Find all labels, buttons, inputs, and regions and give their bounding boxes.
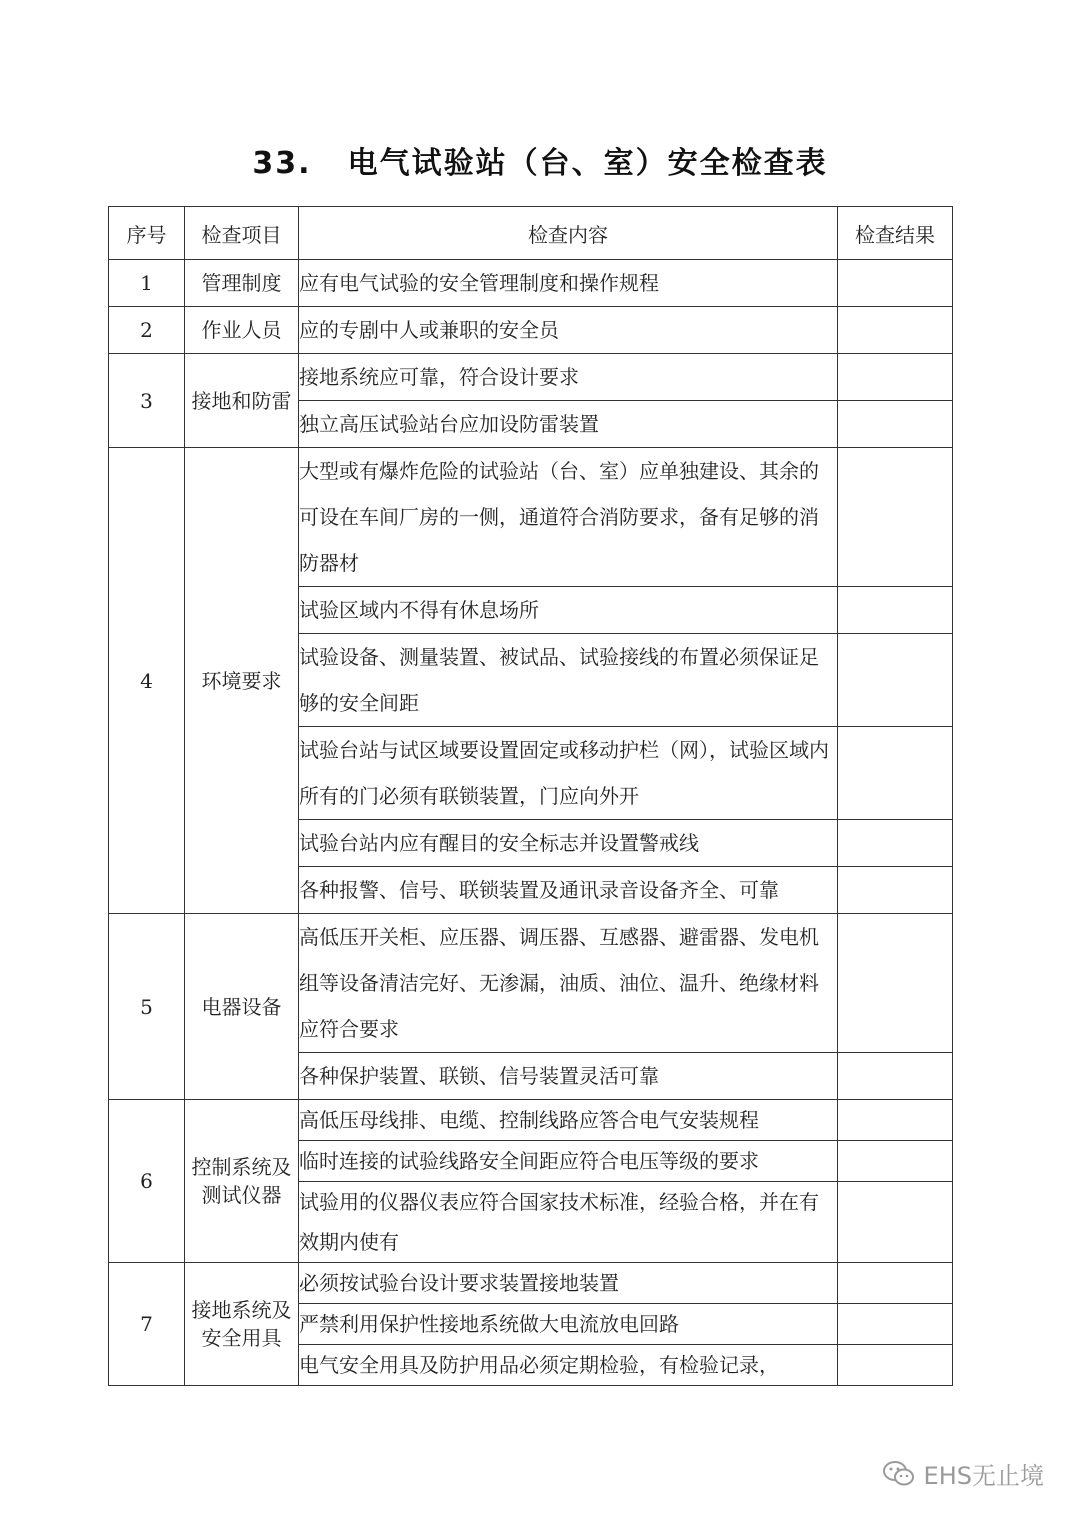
header-result: 检查结果 xyxy=(838,207,953,260)
row-content: 试验台站与试区域要设置固定或移动护栏（网），试验区域内所有的门必须有联锁装置，门应向外开 xyxy=(299,727,838,820)
row-item: 控制系统及测试仪器 xyxy=(185,1100,299,1263)
result-cell[interactable] xyxy=(838,587,953,634)
result-cell[interactable] xyxy=(838,1053,953,1100)
row-content: 试验台站内应有醒目的安全标志并设置警戒线 xyxy=(299,820,838,867)
watermark xyxy=(882,1456,1044,1491)
result-cell[interactable] xyxy=(838,1182,953,1263)
row-content: 临时连接的试验线路安全间距应符合电压等级的要求 xyxy=(299,1141,838,1182)
row-number: 3 xyxy=(109,354,185,448)
title-number: 33. xyxy=(252,146,312,181)
table-row xyxy=(109,354,953,401)
table-row xyxy=(109,307,953,354)
row-content: 各种保护装置、联锁、信号装置灵活可靠 xyxy=(299,1053,838,1100)
header-no: 序号 xyxy=(109,207,185,260)
row-item: 环境要求 xyxy=(185,448,299,914)
result-cell[interactable] xyxy=(838,820,953,867)
row-content: 应的专剧中人或兼职的安全员 xyxy=(299,307,838,354)
header-content: 检查内容 xyxy=(299,207,838,260)
checklist-table xyxy=(108,206,953,1386)
result-cell[interactable] xyxy=(838,1100,953,1141)
row-item: 接地和防雷 xyxy=(185,354,299,448)
row-content: 大型或有爆炸危险的试验站（台、室）应单独建设、其余的可设在车间厂房的一侧，通道符合消防要求，备有足够的消防器材 xyxy=(299,448,838,587)
watermark-text: EHS无止境 xyxy=(923,1462,1044,1490)
row-content: 应有电气试验的安全管理制度和操作规程 xyxy=(299,260,838,307)
row-item: 管理制度 xyxy=(185,260,299,307)
result-cell[interactable] xyxy=(838,307,953,354)
result-cell[interactable] xyxy=(838,914,953,1053)
row-content: 独立高压试验站台应加设防雷装置 xyxy=(299,401,838,448)
row-number: 6 xyxy=(109,1100,185,1263)
result-cell[interactable] xyxy=(838,448,953,587)
result-cell[interactable] xyxy=(838,1141,953,1182)
result-cell[interactable] xyxy=(838,260,953,307)
row-item: 作业人员 xyxy=(185,307,299,354)
table-row xyxy=(109,1263,953,1304)
row-content: 严禁利用保护性接地系统做大电流放电回路 xyxy=(299,1304,838,1345)
result-cell[interactable] xyxy=(838,634,953,727)
header-item: 检查项目 xyxy=(185,207,299,260)
row-content: 必须按试验台设计要求装置接地装置 xyxy=(299,1263,838,1304)
result-cell[interactable] xyxy=(838,354,953,401)
result-cell[interactable] xyxy=(838,867,953,914)
row-content: 各种报警、信号、联锁装置及通讯录音设备齐全、可靠 xyxy=(299,867,838,914)
result-cell[interactable] xyxy=(838,1263,953,1304)
row-content: 接地系统应可靠，符合设计要求 xyxy=(299,354,838,401)
row-content: 试验设备、测量装置、被试品、试验接线的布置必须保证足够的安全间距 xyxy=(299,634,838,727)
title-text: 电气试验站（台、室）安全检查表 xyxy=(347,146,828,181)
result-cell[interactable] xyxy=(838,727,953,820)
row-number: 4 xyxy=(109,448,185,914)
row-content: 电气安全用具及防护用品必须定期检验，有检验记录， xyxy=(299,1345,838,1386)
result-cell[interactable] xyxy=(838,1345,953,1386)
row-item: 接地系统及安全用具 xyxy=(185,1263,299,1386)
wechat-icon xyxy=(882,1459,916,1489)
table-row xyxy=(109,1100,953,1141)
result-cell[interactable] xyxy=(838,401,953,448)
row-content: 高低压母线排、电缆、控制线路应答合电气安装规程 xyxy=(299,1100,838,1141)
row-content: 试验用的仪器仪表应符合国家技术标准，经验合格，并在有效期内使有 xyxy=(299,1182,838,1263)
row-number: 2 xyxy=(109,307,185,354)
table-row xyxy=(109,914,953,1053)
row-item: 电器设备 xyxy=(185,914,299,1100)
row-content: 试验区域内不得有休息场所 xyxy=(299,587,838,634)
row-number: 1 xyxy=(109,260,185,307)
table-row xyxy=(109,260,953,307)
row-number: 5 xyxy=(109,914,185,1100)
table-row xyxy=(109,448,953,587)
header-row xyxy=(109,207,953,260)
result-cell[interactable] xyxy=(838,1304,953,1345)
row-number: 7 xyxy=(109,1263,185,1386)
row-content: 高低压开关柜、应压器、调压器、互感器、避雷器、发电机组等设备清洁完好、无渗漏，油质、油位、温升、绝缘材料应符合要求 xyxy=(299,914,838,1053)
page-title xyxy=(0,138,1080,182)
